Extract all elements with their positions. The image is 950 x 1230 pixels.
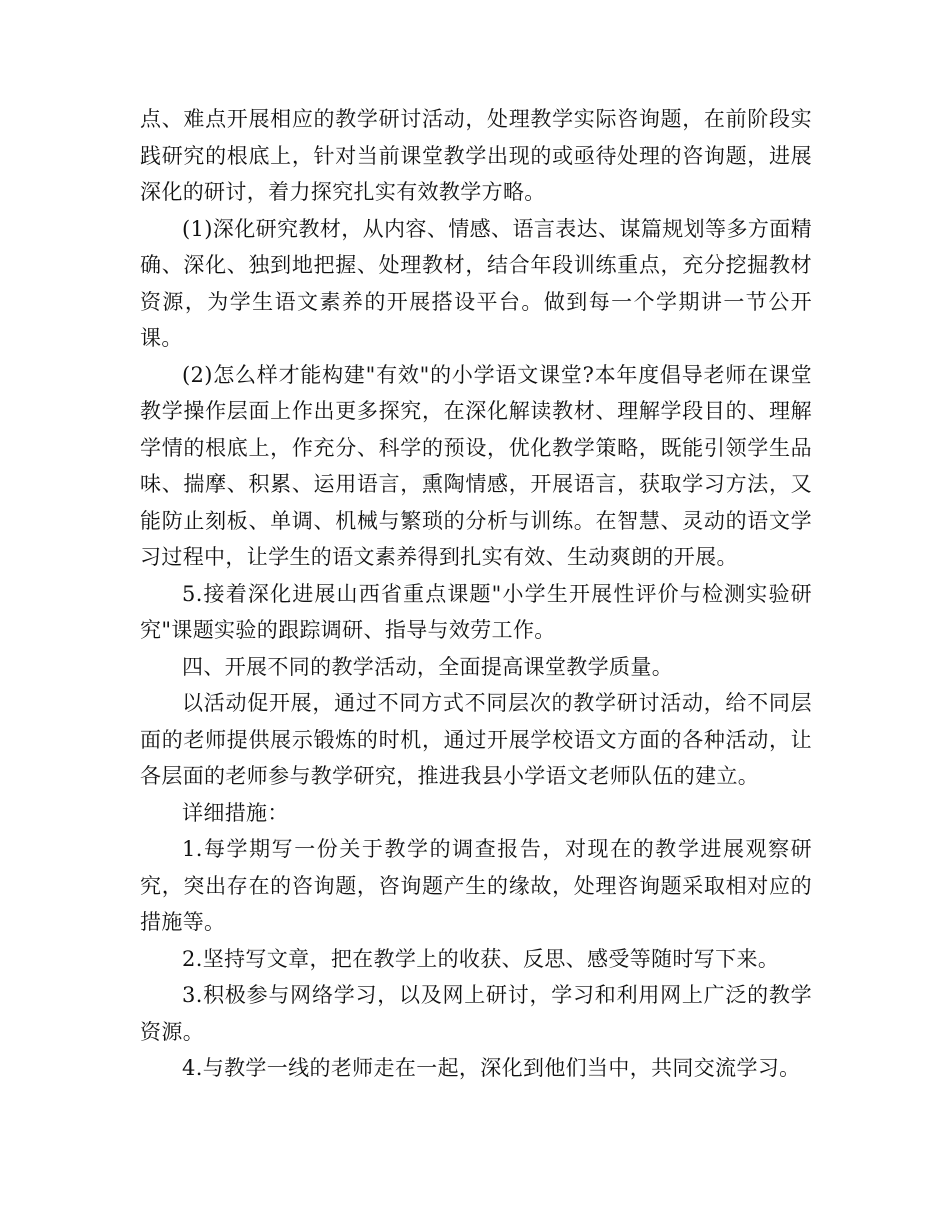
measure-item-4: 4.与教学一线的老师走在一起，深化到他们当中，共同交流学习。 bbox=[182, 1056, 801, 1080]
measures-heading: 详细措施： bbox=[182, 800, 289, 825]
paragraph-item-2: (2)怎么样才能构建"有效"的小学语文课堂?本年度倡导老师在课堂教学操作层面上作出更多探究，在深化解读教材、理解学段目的、理解学情的根底上，作充分、科学的预设，优化教学策略，既能引领学生品味、揣摩、积累、运用语言，熏陶情感，开展语言，获取学习方法，又能防止刻板、单调、机械与繁琐的分析与训练。在智慧、灵动的语文学习过程中，让学生的语文素养得到扎实有效、生动爽朗的开展。 bbox=[140, 362, 812, 569]
measure-item-1: 1.每学期写一份关于教学的调查报告，对现在的教学进展观察研究，突出存在的咨询题，咨询题产生的缘故，处理咨询题采取相对应的措施等。 bbox=[140, 837, 812, 934]
paragraph-item-5: 5.接着深化进展山西省重点课题"小学生开展性评价与检测实验研究"课题实验的跟踪调研、指导与效劳工作。 bbox=[140, 581, 812, 642]
document-body bbox=[140, 101, 812, 1087]
paragraph-item-1: (1)深化研究教材，从内容、情感、语言表达、谋篇规划等多方面精确、深化、独到地把握、处理教材，结合年段训练重点，充分挖掘教材资源，为学生语文素养的开展搭设平台。做到每一个学期讲一节公开课。 bbox=[140, 216, 812, 350]
measure-item-3: 3.积极参与网络学习，以及网上研讨，学习和利用网上广泛的教学资源。 bbox=[140, 983, 812, 1044]
paragraph-activities: 以活动促开展，通过不同方式不同层次的教学研讨活动，给不同层面的老师提供展示锻炼的时机，通过开展学校语文方面的各种活动，让各层面的老师参与教学研究，推进我县小学语文老师队伍的建立。 bbox=[140, 691, 812, 788]
measure-item-2: 2.坚持写文章，把在教学上的收获、反思、感受等随时写下来。 bbox=[182, 946, 780, 971]
paragraph-continuation: 点、难点开展相应的教学研讨活动，处理教学实际咨询题，在前阶段实践研究的根底上，针对当前课堂教学出现的或亟待处理的咨询题，进展深化的研讨，着力探究扎实有效教学方略。 bbox=[140, 107, 812, 204]
section-heading-4: 四、开展不同的教学活动，全面提高课堂教学质量。 bbox=[182, 654, 674, 679]
